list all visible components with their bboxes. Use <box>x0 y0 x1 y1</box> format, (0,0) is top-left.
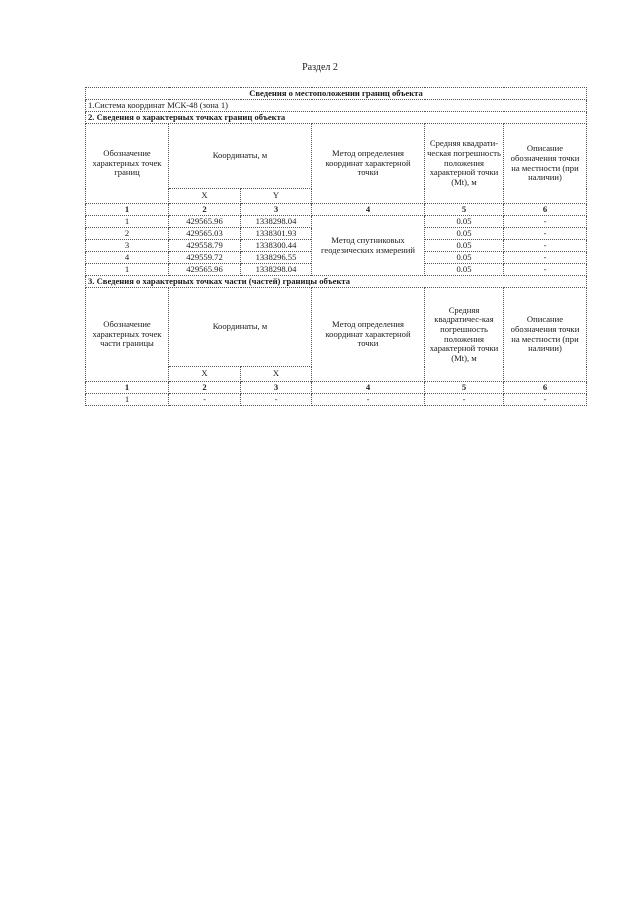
point-error: 0.05 <box>425 228 504 240</box>
point-number: 4 <box>86 252 169 264</box>
point-number: 2 <box>86 228 169 240</box>
table-row <box>86 216 587 228</box>
parts-colnum-row <box>86 382 587 394</box>
boundary-table <box>85 87 587 406</box>
parts-heading-row <box>86 276 587 288</box>
point-x: 429558.79 <box>169 240 241 252</box>
point-desc: - <box>504 240 587 252</box>
parts-col-coords: Координаты, м <box>169 288 312 367</box>
point-desc: - <box>504 228 587 240</box>
points-heading-row <box>86 112 587 124</box>
part-error: - <box>425 394 504 406</box>
coord-system: 1.Система координат МСК-48 (зона 1) <box>86 100 587 112</box>
point-error: 0.05 <box>425 252 504 264</box>
point-x: 429565.96 <box>169 216 241 228</box>
parts-col-desc: Описание обозначения точки на местности (при наличии) <box>504 288 587 382</box>
points-col-y: Y <box>241 189 312 204</box>
parts-col-x2: X <box>241 367 312 382</box>
colnum: 3 <box>241 382 312 394</box>
points-col-desc: Описание обозначения точки на местности (при наличии) <box>504 124 587 204</box>
part-number: 1 <box>86 394 169 406</box>
point-x: 429559.72 <box>169 252 241 264</box>
colnum: 6 <box>504 204 587 216</box>
point-y: 1338300.44 <box>241 240 312 252</box>
points-col-x: X <box>169 189 241 204</box>
parts-col-error: Средняя квадратичес-кая погрешность положения характерной точки (Mt), м <box>425 288 504 382</box>
main-title: Сведения о местоположении границ объекта <box>86 88 587 100</box>
section-label: Раздел 2 <box>302 62 338 73</box>
colnum: 4 <box>312 382 425 394</box>
parts-col-designation: Обозначение характерных точек части границы <box>86 288 169 382</box>
point-y: 1338301.93 <box>241 228 312 240</box>
point-y: 1338296.55 <box>241 252 312 264</box>
point-error: 0.05 <box>425 264 504 276</box>
point-x: 429565.96 <box>169 264 241 276</box>
table-row <box>86 394 587 406</box>
point-desc: - <box>504 216 587 228</box>
colnum: 5 <box>425 382 504 394</box>
points-heading: 2. Сведения о характерных точках границ объекта <box>86 112 587 124</box>
colnum: 1 <box>86 204 169 216</box>
colnum: 4 <box>312 204 425 216</box>
points-header-row <box>86 124 587 189</box>
point-number: 1 <box>86 264 169 276</box>
part-method: - <box>312 394 425 406</box>
points-col-designation: Обозначение характерных точек границ <box>86 124 169 204</box>
main-title-row <box>86 88 587 100</box>
part-desc: - <box>504 394 587 406</box>
points-col-method: Метод определения координат характерной точки <box>312 124 425 204</box>
colnum: 3 <box>241 204 312 216</box>
colnum: 2 <box>169 204 241 216</box>
point-method: Метод спутниковых геодезических измерений <box>312 216 425 276</box>
points-colnum-row <box>86 204 587 216</box>
points-col-coords: Координаты, м <box>169 124 312 189</box>
point-desc: - <box>504 252 587 264</box>
point-y: 1338298.04 <box>241 216 312 228</box>
colnum: 1 <box>86 382 169 394</box>
point-desc: - <box>504 264 587 276</box>
point-x: 429565.03 <box>169 228 241 240</box>
point-number: 1 <box>86 216 169 228</box>
point-y: 1338298.04 <box>241 264 312 276</box>
coord-system-row <box>86 100 587 112</box>
point-error: 0.05 <box>425 216 504 228</box>
point-number: 3 <box>86 240 169 252</box>
point-error: 0.05 <box>425 240 504 252</box>
part-y: - <box>241 394 312 406</box>
parts-header-row <box>86 288 587 367</box>
points-col-error: Средняя квадрати-ческая погрешность положения характерной точки (Mt), м <box>425 124 504 204</box>
colnum: 6 <box>504 382 587 394</box>
parts-col-method: Метод определения координат характерной точки <box>312 288 425 382</box>
colnum: 5 <box>425 204 504 216</box>
parts-col-x1: X <box>169 367 241 382</box>
part-x: - <box>169 394 241 406</box>
colnum: 2 <box>169 382 241 394</box>
parts-heading: 3. Сведения о характерных точках части (частей) границы объекта <box>86 276 587 288</box>
